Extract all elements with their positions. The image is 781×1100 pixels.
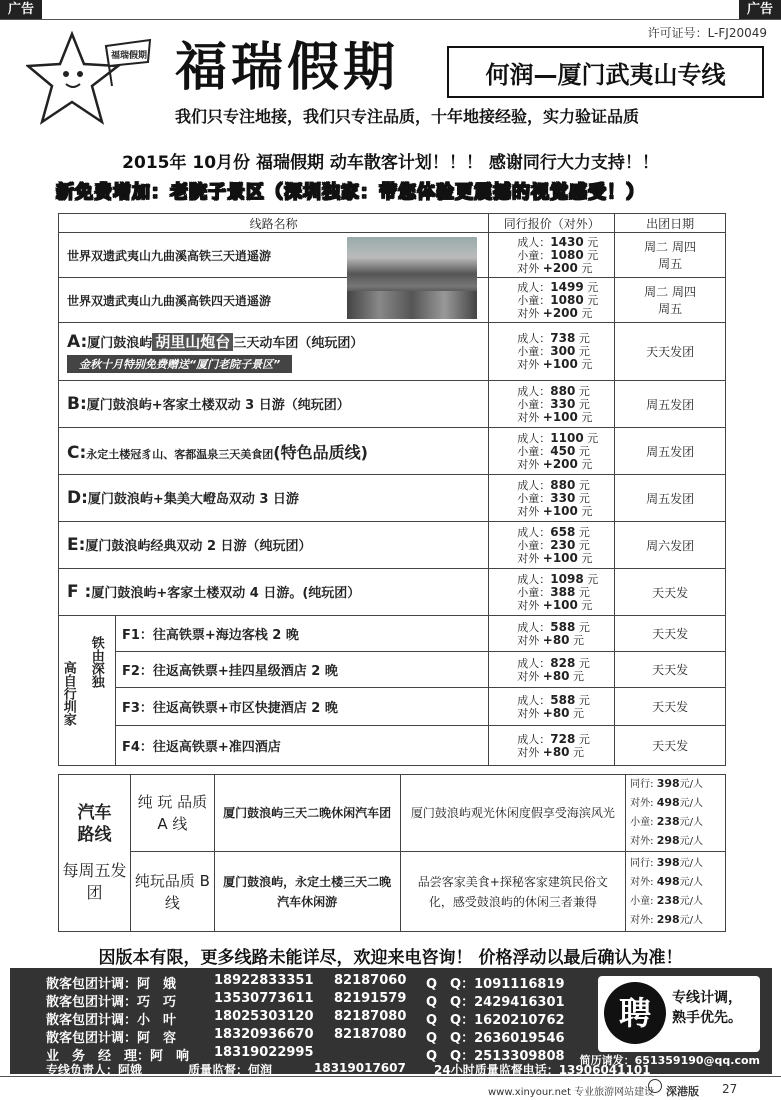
new-free-banner: 新免费增加：老院子景区（深圳独家：带您体验更震撼的视觉感受！） [56,182,645,203]
route-name: 世界双遗武夷山九曲溪高铁四天逍遥游 [59,278,489,323]
resume-email: 简历请发：651359190@qq.com [579,1054,760,1067]
self-route-name: F3：往返高铁票+市区快捷酒店 2 晚 [115,688,488,726]
bus-route-table [58,774,726,932]
bus-side-title: 汽车路线 [77,803,112,845]
table-row: C:永定土楼冠豸山、客都温泉三天美食团(特色品质线) 成人：1100 元 小童：450 元 对外 +200 元 周五发团 [59,428,726,475]
self-route-name: F1：往高铁票+海边客栈 2 晚 [115,616,488,652]
bus-line-desc: 厦门鼓浪屿观光休闲度假享受海滨风光 [400,775,626,852]
route-table [58,213,726,766]
license-number: 许可证号：L-FJ20049 [647,26,767,40]
hire-line1: 专线计调， [672,990,742,1006]
star-mascot-icon [26,26,152,130]
table-row: A:厦门鼓浪屿 胡里山炮台 三天动车团（纯玩团） 金秋十月特别免费赠送“厦门老院子景区” 成人：738 元 小童：300 元 对外 +100 元 天天发团 [59,323,726,381]
top-rule [0,19,781,20]
table-row: F3：往返高铁票+市区快捷酒店 2 晚 成人：588 元 对外 +80 元 天天发 [59,688,726,726]
slogan: 我们只专注地接，我们只专注品质，十年地接经验，实力验证品质 [175,107,640,126]
table-row: 纯玩品质 B 线 厦门鼓浪屿，永定土楼三天二晚汽车休闲游 品尝客家美食+探秘客家建筑民俗文化，感受鼓浪屿的休闲三者兼得 同行: 398元/人 对外: 498元/人 小童: 238元/人 对外: 298元/人 [59,852,726,932]
ad-tag-right: 广告 [739,0,781,20]
bottom-note: 因版本有限，更多线路未能详尽，欢迎来电咨询！ 价格浮动以最后确认为准！ [98,948,683,968]
table-row: 高自行圳家 铁由深独 F1：往高铁票+海边客栈 2 晚 成人：588 元 对外 +80 元 天天发 [59,616,726,652]
mascot-flag-text: 福瑞假期 [111,51,148,61]
self-side-b: 铁由深独 [88,636,104,688]
footer-edition: 深港版 [666,1085,699,1098]
logo-icon [648,1079,662,1093]
bus-line-name: 厦门鼓浪屿，永定土楼三天二晚汽车休闲游 [214,852,400,932]
table-row: D:厦门鼓浪屿+集美大嶝岛双动 3 日游 成人：880 元 小童：330 元 对外 +100 元 周五发团 [59,475,726,522]
table-row: B:厦门鼓浪屿+客家土楼双动 3 日游（纯玩团） 成人：880 元 小童：330 元 对外 +100 元 周五发团 [59,381,726,428]
table-row: 世界双遗武夷山九曲溪高铁四天逍遥游 成人：1499 元 小童：1080 元 对外 +200 元 周二 周四 周五 [59,278,726,323]
header-route-name: 线路名称 [59,214,489,233]
ad-tag-left: 广告 [0,0,42,20]
self-route-name: F4：往返高铁票+准四酒店 [115,726,488,766]
self-side-a: 高自行圳家 [60,661,76,726]
promo-badge: 金秋十月特别免费赠送“厦门老院子景区” [67,355,292,373]
table-row: F4：往返高铁票+准四酒店 成人：728 元 对外 +80 元 天天发 [59,726,726,766]
route-title-box: 何润—厦门武夷山专线 [447,46,764,98]
bus-line-type: 纯 玩 品质 A 线 [130,775,214,852]
hire-line2: 熟手优先。 [672,1010,742,1026]
hiring-box [598,976,760,1052]
brand-name: 福瑞假期 [175,37,400,98]
self-route-name: F2：往返高铁票+挂四星级酒店 2 晚 [115,652,488,688]
footer [0,1076,781,1100]
table-header-row [59,214,726,233]
header-date: 出团日期 [615,214,726,233]
table-row: F2：往返高铁票+挂四星级酒店 2 晚 成人：828 元 对外 +80 元 天天发 [59,652,726,688]
bus-line-name: 厦门鼓浪屿三天二晚休闲汽车团 [214,775,400,852]
table-row: F :厦门鼓浪屿+客家土楼双动 4 日游。(纯玩团） 成人：1098 元 小童：388 元 对外 +100 元 天天发 [59,569,726,616]
contact-panel: 散客包团计调：阿 娥 18922833351 82187060 Q Q：1091116819 散客包团计调：巧 巧 13530773611 82191579 Q Q：2429416301 散客包团计调：小 叶 18025303120 82187080 Q Q：1620210762 散客包团计调：阿 容 18320936670 82187080 Q Q：2636019546 业 务 经 理：阿 响 18319022995 Q Q：2513309808 专线负责人：阿娥 质量监督：何润 18319017607 24小时质量监督电话：13906041101 聘 专线计调， 熟手优先。 简历请发：651359190@qq.com [10,968,772,1074]
table-row: E:厦门鼓浪屿经典双动 2 日游（纯玩团） 成人：658 元 小童：230 元 对外 +100 元 周六发团 [59,522,726,569]
header-price: 同行报价（对外） [489,214,615,233]
route-name: 世界双遗武夷山九曲溪高铁三天逍遥游 [67,248,272,263]
table-row: 世界双遗武夷山九曲溪高铁三天逍遥游 成人：1430 元 小童：1080 元 对外 +200 元 周二 周四 周五 [59,233,726,278]
bus-line-desc: 品尝客家美食+探秘客家建筑民俗文化，感受鼓浪屿的休闲三者兼得 [400,852,626,932]
footer-site: www.xinyour.net 专业旅游网站建设 [488,1087,655,1098]
bus-line-type: 纯玩品质 B 线 [130,852,214,932]
hire-badge: 聘 [604,982,666,1044]
headline: 2015年 10月份 福瑞假期 动车散客计划！！！ 感谢同行大力支持！！ [122,153,659,173]
page-number: 27 [722,1082,738,1096]
table-row: 汽车路线 每周五发团 纯 玩 品质 A 线 厦门鼓浪屿三天二晚休闲汽车团 厦门鼓浪屿观光休闲度假享受海滨风光 同行: 398元/人 对外: 498元/人 小童: 238元/人 对外: 298元/人 [59,775,726,852]
bus-side-sub: 每周五发团 [62,861,127,902]
